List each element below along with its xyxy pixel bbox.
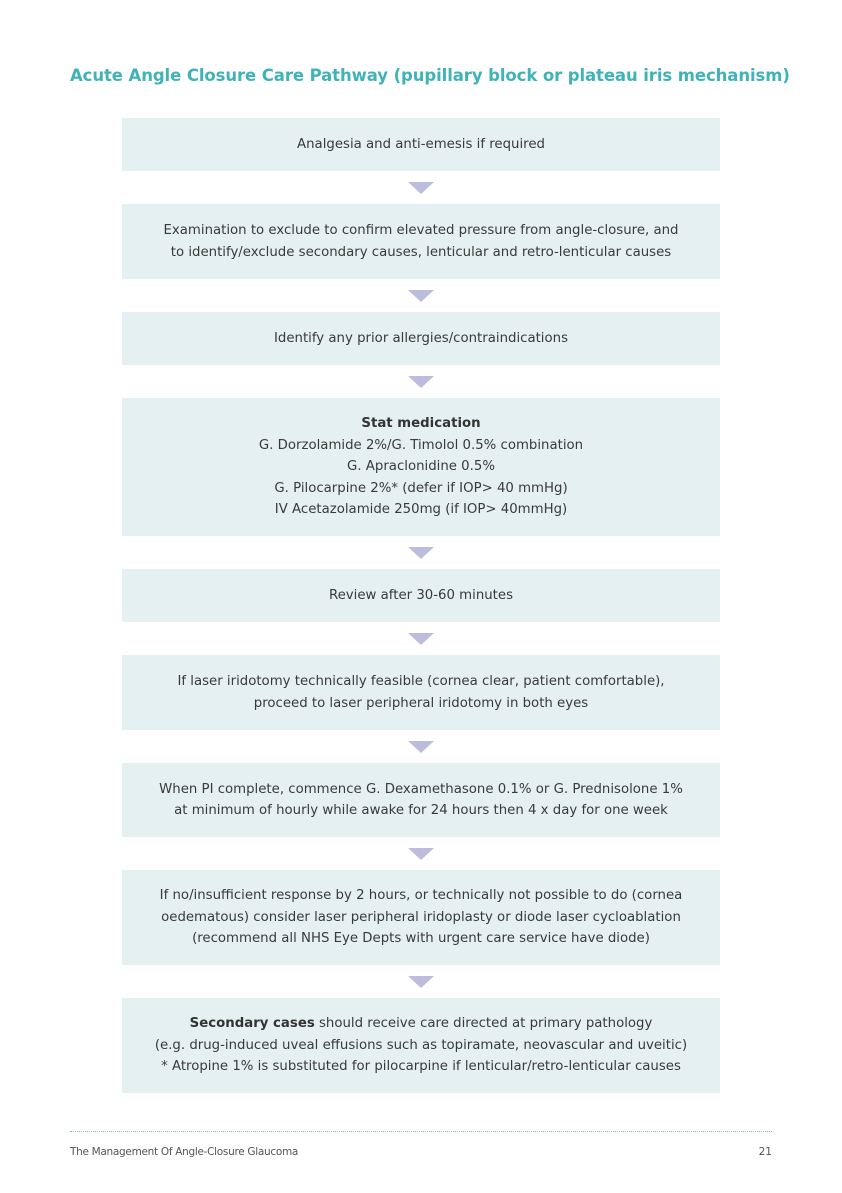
step-lead-rest: should receive care directed at primary pathology <box>314 1016 653 1032</box>
step-text: Review after 30-60 minutes <box>328 587 514 603</box>
step-text: (e.g. drug-induced uveal effusions such as topiramate, neovascular and uveitic) <box>154 1037 688 1053</box>
step-text: (recommend all NHS Eye Depts with urgent care service have diode) <box>192 931 650 947</box>
step-text: G. Dorzolamide 2%/G. Timolol 0.5% combination <box>258 437 584 453</box>
down-arrow-icon <box>408 633 434 645</box>
step-text: IV Acetazolamide 250mg (if IOP> 40mmHg) <box>274 502 568 518</box>
pathway-step-analgesia <box>122 118 720 171</box>
pathway-step-secondary-cases <box>122 998 720 1093</box>
pathway-step-allergies <box>122 312 720 365</box>
step-text: If no/insufficient response by 2 hours, or technically not possible to do (cornea <box>159 888 683 904</box>
step-heading: Stat medication <box>361 416 481 432</box>
step-text: If laser iridotomy technically feasible (cornea clear, patient comfortable), <box>177 674 665 689</box>
pathway-step-iridoplasty <box>122 870 720 965</box>
page-title: Acute Angle Closure Care Pathway (pupillary block or plateau iris mechanism) <box>70 66 790 85</box>
pathway-step-examination <box>122 204 720 279</box>
step-text: to identify/exclude secondary causes, lenticular and retro-lenticular causes <box>170 244 672 260</box>
step-text: When PI complete, commence G. Dexamethasone 0.1% or G. Prednisolone 1% <box>159 781 683 797</box>
page-number: 21 <box>758 1146 772 1158</box>
down-arrow-icon <box>408 547 434 559</box>
down-arrow-icon <box>408 376 434 388</box>
step-text: * Atropine 1% is substituted for pilocarpine if lenticular/retro-lenticular causes <box>161 1059 681 1075</box>
footer-divider <box>70 1131 772 1132</box>
down-arrow-icon <box>408 976 434 988</box>
step-text <box>190 1013 653 1035</box>
step-text: Identify any prior allergies/contraindications <box>273 330 568 346</box>
down-arrow-icon <box>408 182 434 194</box>
step-text: oedematous) consider laser peripheral iridoplasty or diode laser cycloablation <box>161 909 681 925</box>
step-text: proceed to laser peripheral iridotomy in both eyes <box>253 695 589 711</box>
pathway-step-laser-iridotomy <box>122 655 720 730</box>
down-arrow-icon <box>408 741 434 753</box>
step-text: G. Apraclonidine 0.5% <box>347 459 495 475</box>
step-bold-lead: Secondary cases <box>189 1016 315 1032</box>
step-text: G. Pilocarpine 2%* (defer if IOP> 40 mmHg) <box>274 480 568 496</box>
down-arrow-icon <box>408 290 434 302</box>
step-text: at minimum of hourly while awake for 24 hours then 4 x day for one week <box>174 803 668 818</box>
step-text: Examination to exclude to confirm elevated pressure from angle-closure, and <box>163 223 679 238</box>
pathway-step-steroids <box>122 763 720 837</box>
step-text: Analgesia and anti-emesis if required <box>297 136 545 152</box>
pathway-step-stat-medication <box>122 398 720 536</box>
pathway-step-review <box>122 569 720 622</box>
footer-document-title: The Management Of Angle-Closure Glaucoma <box>70 1146 299 1158</box>
down-arrow-icon <box>408 848 434 860</box>
